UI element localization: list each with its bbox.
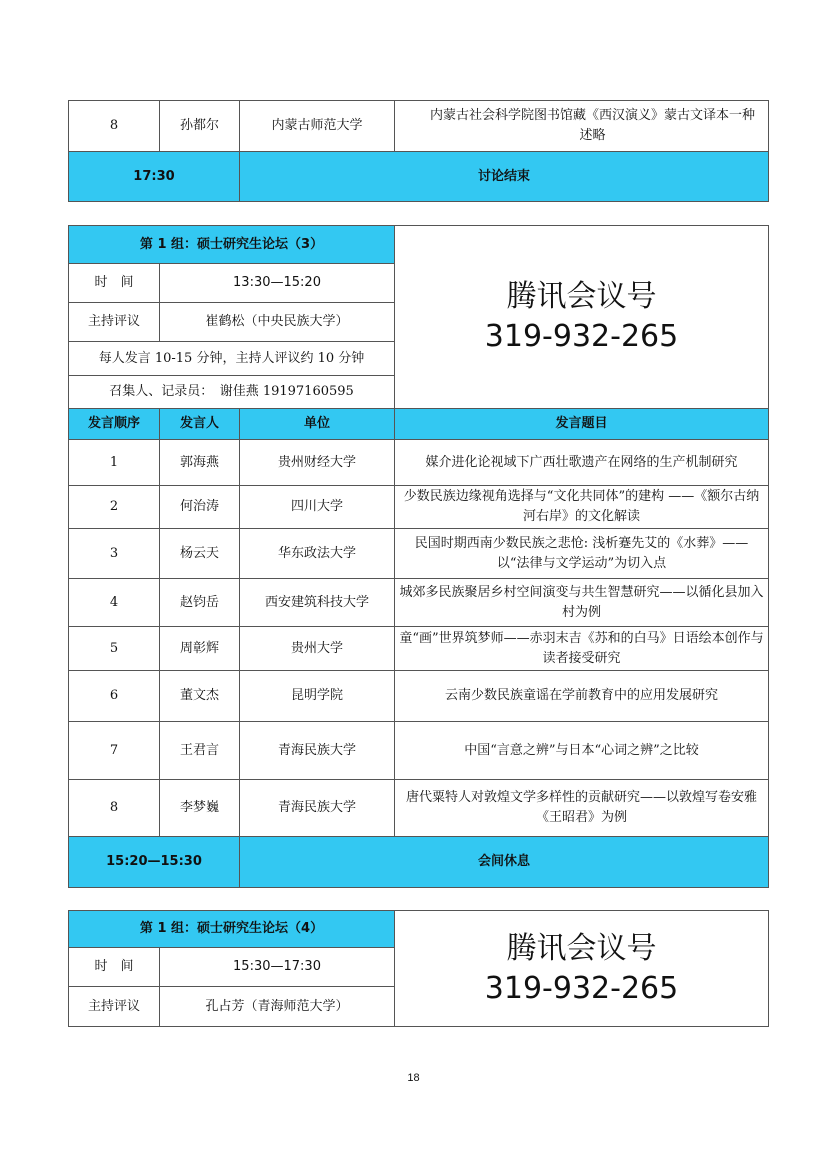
host-label: 主持评议 (69, 303, 160, 342)
unit-cell: 贵州大学 (240, 627, 395, 671)
group-title: 第 1 组：硕士研究生论坛（3） (69, 226, 395, 264)
break-label: 会间休息 (240, 837, 769, 888)
unit-cell: 内蒙古师范大学 (240, 101, 395, 152)
host-value: 崔鹤松（中央民族大学） (160, 303, 395, 342)
group-title-row (69, 226, 769, 264)
order-cell: 7 (69, 722, 160, 780)
speaker-cell: 王君言 (160, 722, 240, 780)
unit-cell: 青海民族大学 (240, 722, 395, 780)
table-row (69, 529, 769, 579)
meeting-info (395, 911, 769, 1027)
time-value: 15:30—17:30 (160, 948, 395, 987)
meeting-number: 319-932-265 (484, 319, 679, 354)
topic-cell: 媒介进化论视域下广西壮歌遗产在网络的生产机制研究 (395, 440, 769, 486)
group-title-row (69, 911, 769, 948)
topic-cell: 少数民族边缘视角选择与“文化共同体”的建构 ——《额尔古纳河右岸》的文化解读 (395, 486, 769, 529)
unit-cell: 贵州财经大学 (240, 440, 395, 486)
order-cell: 8 (69, 780, 160, 837)
table-row (69, 440, 769, 486)
topic-cell: 民国时期西南少数民族之悲怆: 浅析蹇先艾的《水葬》——以“法律与文学运动”为切入点 (395, 529, 769, 579)
host-label: 主持评议 (69, 987, 160, 1027)
header-topic: 发言题目 (395, 409, 769, 440)
order-cell: 4 (69, 579, 160, 627)
table-row (69, 671, 769, 722)
meeting-title: 腾讯会议号 (506, 279, 657, 314)
topic-cell: 城郊多民族聚居乡村空间演变与共生智慧研究——以循化县加入村为例 (395, 579, 769, 627)
unit-cell: 昆明学院 (240, 671, 395, 722)
end-row (69, 152, 769, 202)
speaking-rule: 每人发言 10-15 分钟，主持人评议约 10 分钟 (69, 342, 395, 376)
order-cell: 6 (69, 671, 160, 722)
break-time: 15:20—15:30 (69, 837, 240, 888)
topic-cell: 内蒙古社会科学院图书馆藏《西汉演义》蒙古文译本一种述略 (395, 101, 769, 152)
page-number: 18 (407, 1072, 420, 1084)
speaker-cell: 李梦巍 (160, 780, 240, 837)
order-cell: 1 (69, 440, 160, 486)
break-row (69, 837, 769, 888)
topic-cell: 中国“言意之辨”与日本“心词之辨”之比较 (395, 722, 769, 780)
meeting-number: 319-932-265 (484, 970, 679, 1006)
group4-schedule-table (68, 910, 769, 1027)
order-cell: 5 (69, 627, 160, 671)
time-label: 时 间 (69, 264, 160, 303)
time-label: 时 间 (69, 948, 160, 987)
header-speaker: 发言人 (160, 409, 240, 440)
table-row (69, 486, 769, 529)
speaker-cell: 郭海燕 (160, 440, 240, 486)
table-row (69, 579, 769, 627)
top-schedule-table (68, 100, 769, 202)
unit-cell: 西安建筑科技大学 (240, 579, 395, 627)
speaker-cell: 孙都尔 (160, 101, 240, 152)
unit-cell: 青海民族大学 (240, 780, 395, 837)
speaker-cell: 董文杰 (160, 671, 240, 722)
host-value: 孔占芳（青海师范大学） (160, 987, 395, 1027)
table-row (69, 722, 769, 780)
time-value: 13:30—15:20 (160, 264, 395, 303)
group3-schedule-table (68, 225, 769, 888)
meeting-info (395, 226, 769, 409)
speaker-cell: 杨云天 (160, 529, 240, 579)
unit-cell: 华东政法大学 (240, 529, 395, 579)
convener-info: 召集人、记录员： 谢佳燕 19197160595 (69, 376, 395, 409)
group-title: 第 1 组：硕士研究生论坛（4） (69, 911, 395, 948)
unit-cell: 四川大学 (240, 486, 395, 529)
topic-cell: 云南少数民族童谣在学前教育中的应用发展研究 (395, 671, 769, 722)
order-cell: 8 (69, 101, 160, 152)
end-label: 讨论结束 (240, 152, 769, 202)
order-cell: 2 (69, 486, 160, 529)
header-row (69, 409, 769, 440)
meeting-title: 腾讯会议号 (506, 930, 657, 966)
speaker-cell: 赵钧岳 (160, 579, 240, 627)
topic-cell: 唐代粟特人对敦煌文学多样性的贡献研究——以敦煌写卷安雅《王昭君》为例 (395, 780, 769, 837)
end-time: 17:30 (69, 152, 240, 202)
header-order: 发言顺序 (69, 409, 160, 440)
topic-cell: 童“画”世界筑梦师——赤羽末吉《苏和的白马》日语绘本创作与读者接受研究 (395, 627, 769, 671)
order-cell: 3 (69, 529, 160, 579)
table-row (69, 627, 769, 671)
table-row (69, 101, 769, 152)
speaker-cell: 何治涛 (160, 486, 240, 529)
table-row (69, 780, 769, 837)
header-unit: 单位 (240, 409, 395, 440)
speaker-cell: 周彰辉 (160, 627, 240, 671)
